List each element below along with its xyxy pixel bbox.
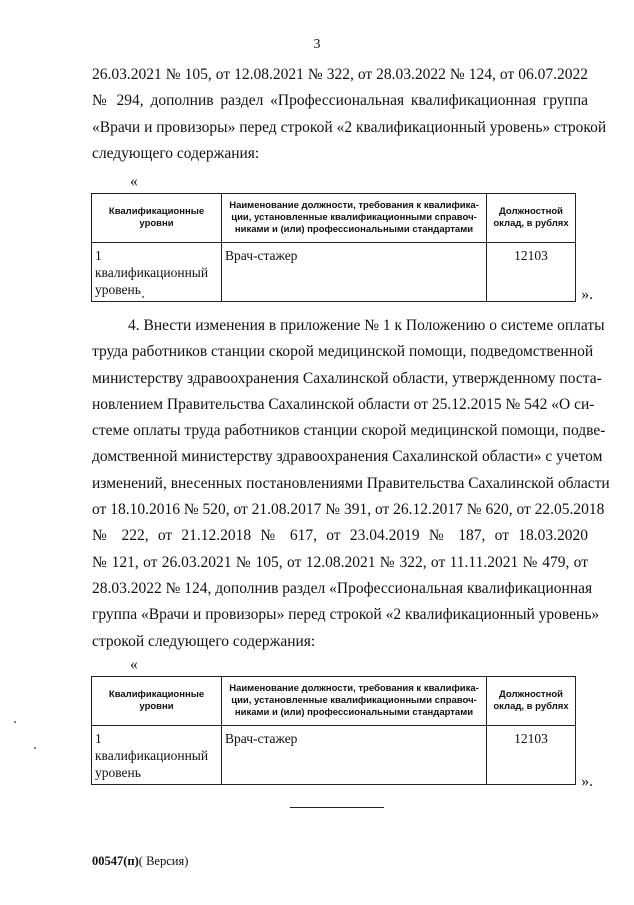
- paragraph-line: строкой следующего содержания:: [92, 632, 316, 650]
- scan-speck: [14, 721, 16, 723]
- paragraph-line: от 18.10.2016 № 520, от 21.08.2017 № 391, от 26.12.2017 № 620, от 22.05.2018: [92, 501, 605, 519]
- column-header-salary: Должностной оклад, в рублях: [487, 677, 576, 726]
- paragraph-line: труда работников станции скорой медицинской помощи, подведомственной: [92, 343, 594, 361]
- cell-salary: 12103: [487, 726, 576, 785]
- column-header-position: Наименование должности, требования к квалифика-ции, установленные квалификационными справоч-никами и (или) профессиональными стандартами: [222, 194, 487, 243]
- paragraph-line: новлением Правительства Сахалинской области от 25.12.2015 № 542 «О си-: [92, 395, 595, 413]
- document-code: 00547(п): [92, 854, 139, 868]
- paragraph-line: 28.03.2022 № 124, дополнив раздел «Профессиональная квалификационная: [92, 579, 593, 597]
- column-header-levels: Квалификационные уровни: [92, 194, 222, 243]
- end-divider: [290, 807, 384, 808]
- table-row: [92, 243, 576, 302]
- paragraph-line: домственной министерству здравоохранения Сахалинской области» с учетом: [92, 448, 603, 466]
- page-number: 3: [313, 37, 321, 52]
- column-header-levels: Квалификационные уровни: [92, 677, 222, 726]
- paragraph-line: 4. Внести изменения в приложение № 1 к Положению о системе оплаты: [128, 317, 605, 334]
- paragraph-line: № 294, дополнив раздел «Профессиональная квалификационная группа: [92, 92, 588, 110]
- paragraph-amendment-continued: [92, 62, 607, 167]
- paragraph-line: министерству здравоохранения Сахалинской области, утвержденному поста-: [92, 369, 602, 387]
- quote-close-mark: ».: [581, 286, 593, 303]
- quote-close-mark: ».: [581, 773, 593, 790]
- quote-open-mark: «: [130, 173, 138, 190]
- document-footer: [92, 853, 188, 869]
- cell-position: Врач-стажер: [222, 243, 487, 302]
- paragraph-line: 26.03.2021 № 105, от 12.08.2021 № 322, от 28.03.2022 № 124, от 06.07.2022: [92, 66, 588, 83]
- paragraph-line: № 222, от 21.12.2018 № 617, от 23.04.2019 № 187, от 18.03.2020: [92, 527, 588, 545]
- paragraph-line: группа «Врачи и провизоры» перед строкой «2 квалификационный уровень»: [92, 606, 600, 624]
- paragraph-item-4: [92, 313, 610, 655]
- paragraph-line: стеме оплаты труда работников станции скорой медицинской помощи, подве-: [92, 422, 606, 440]
- qualification-table: [91, 676, 576, 785]
- quote-open-mark: «: [130, 656, 138, 673]
- scan-speck: [142, 296, 144, 298]
- column-header-salary: Должностной оклад, в рублях: [487, 194, 576, 243]
- paragraph-line: «Врачи и провизоры» перед строкой «2 квалификационный уровень» строкой: [92, 118, 607, 136]
- cell-level: 1 квалификационный уровень: [92, 726, 222, 785]
- table-row: [92, 726, 576, 785]
- column-header-position: Наименование должности, требования к квалифика-ции, установленные квалификационными справоч-никами и (или) профессиональными стандартами: [222, 677, 487, 726]
- paragraph-line: № 121, от 26.03.2021 № 105, от 12.08.2021 № 322, от 11.11.2021 № 479, от: [92, 553, 588, 571]
- scan-speck: [34, 747, 36, 749]
- cell-position: Врач-стажер: [222, 726, 487, 785]
- paragraph-line: изменений, внесенных постановлениями Правительства Сахалинской области: [92, 474, 610, 492]
- qualification-table: [91, 193, 576, 302]
- paragraph-line: следующего содержания:: [92, 144, 260, 162]
- document-version: ( Версия): [138, 854, 189, 868]
- cell-salary: 12103: [487, 243, 576, 302]
- cell-level: 1 квалификационный уровень: [92, 243, 222, 302]
